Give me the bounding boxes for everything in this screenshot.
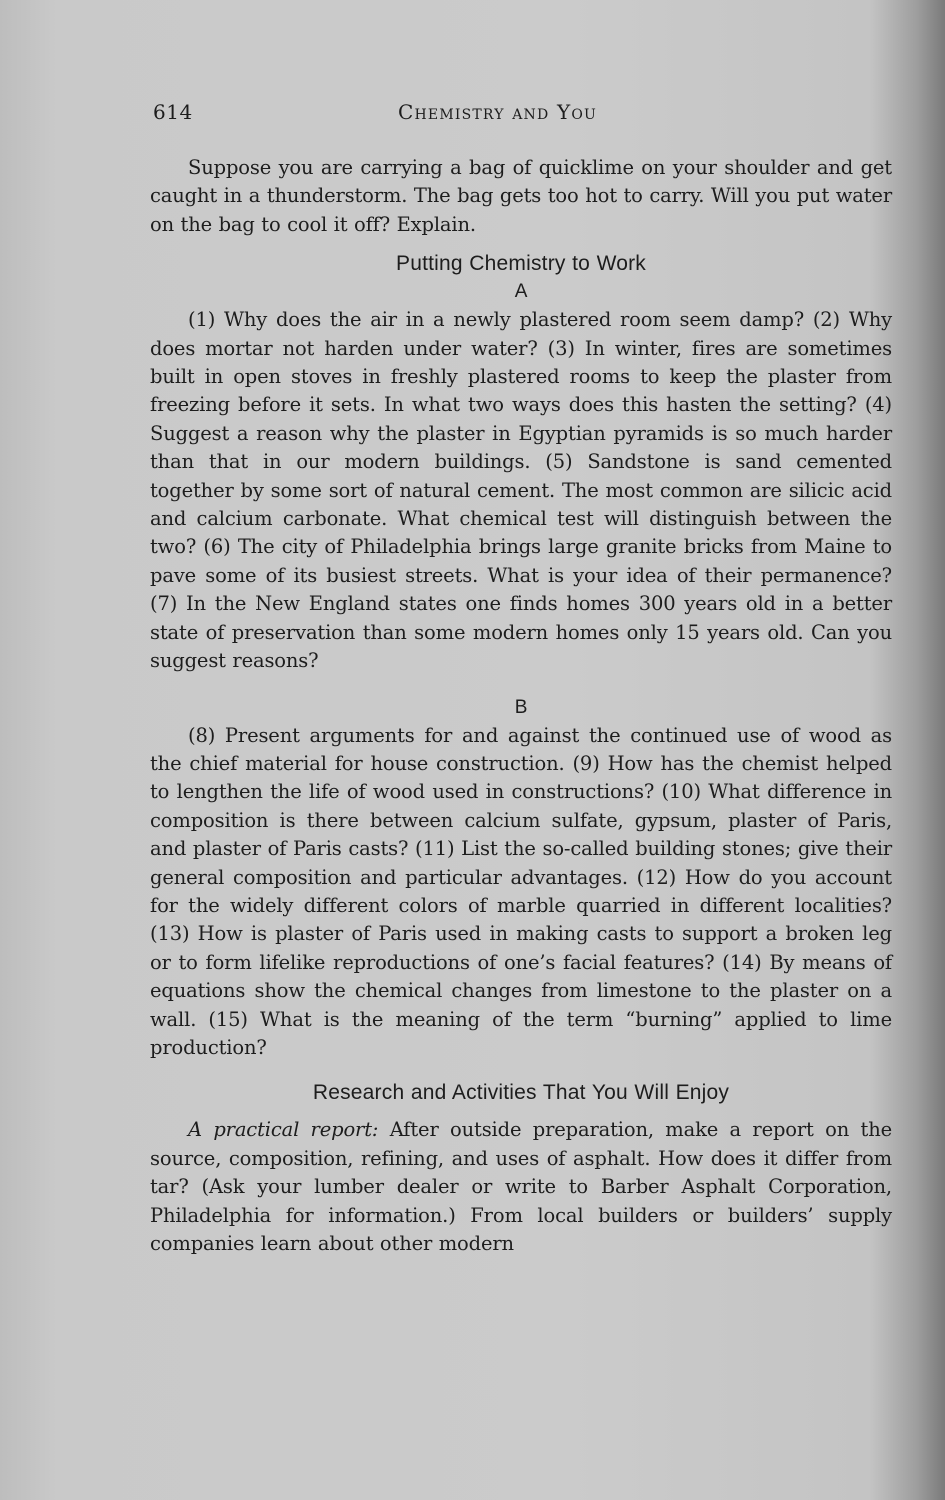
page-header: [153, 100, 893, 130]
section-b-label: B: [514, 696, 528, 718]
section-a-questions: (1) Why does the air in a newly plastered room seem damp? (2) Why does mortar not harden under water? (3) In winter, fires are sometimes built in open stoves in freshly plastered rooms to keep the plaster from freezing before it sets. In what two ways does this hasten the setting? (4) Suggest a reason why the plaster in Egyptian pyramids is so much harder than that in our modern buildings. (5) Sandstone is sand cemented together by some sort of natural cement. The most common are silicic acid and calcium carbonate. What chemical test will distinguish between the two? (6) The city of Philadelphia brings large granite bricks from Maine to pave some of its busiest streets. What is your idea of their permanence? (7) In the New England states one finds homes 300 years old in a better state of preservation than some modern homes only 15 years old. Can you suggest reasons?: [150, 308, 892, 673]
page-number: 614: [153, 100, 193, 124]
intro-paragraph: Suppose you are carrying a bag of quicklime on your shoulder and get caught in a thunderstorm. The bag gets too hot to carry. Will you put water on the bag to cool it off? Explain.: [150, 156, 892, 236]
research-text: After outside preparation, make a report on the source, composition, refining, and uses of asphalt. How does it differ from tar? (Ask your lumber dealer or write to Barber Asphalt Corporation, Philadelphia for information.) From local builders or builders’ supply companies learn about other modern: [150, 1118, 892, 1255]
running-title: Chemistry and You: [398, 100, 598, 124]
research-paragraph: [150, 1116, 892, 1258]
section-b-questions: (8) Present arguments for and against the continued use of wood as the chief material for house construction. (9) How has the chemist helped to lengthen the life of wood used in constructions? (10) What difference in composition is there between calcium sulfate, gypsum, plaster of Paris, and plaster of Paris casts? (11) List the so-called building stones; give their general composition and particular advantages. (12) How do you account for the widely different colors of marble quarried in different localities? (13) How is plaster of Paris used in making casts to support a broken leg or to form lifelike reproductions of one’s facial features? (14) By means of equations show the chemical changes from limestone to the plaster on a wall. (15) What is the meaning of the term “burning” applied to lime production?: [150, 723, 892, 1059]
putting-chemistry-heading: Putting Chemistry to Work: [395, 252, 647, 276]
section-a-label: A: [514, 281, 528, 303]
research-lead: A practical report:: [188, 1118, 379, 1142]
page-body: [150, 154, 892, 1258]
research-heading: Research and Activities That You Will Enjoy: [312, 1081, 730, 1105]
